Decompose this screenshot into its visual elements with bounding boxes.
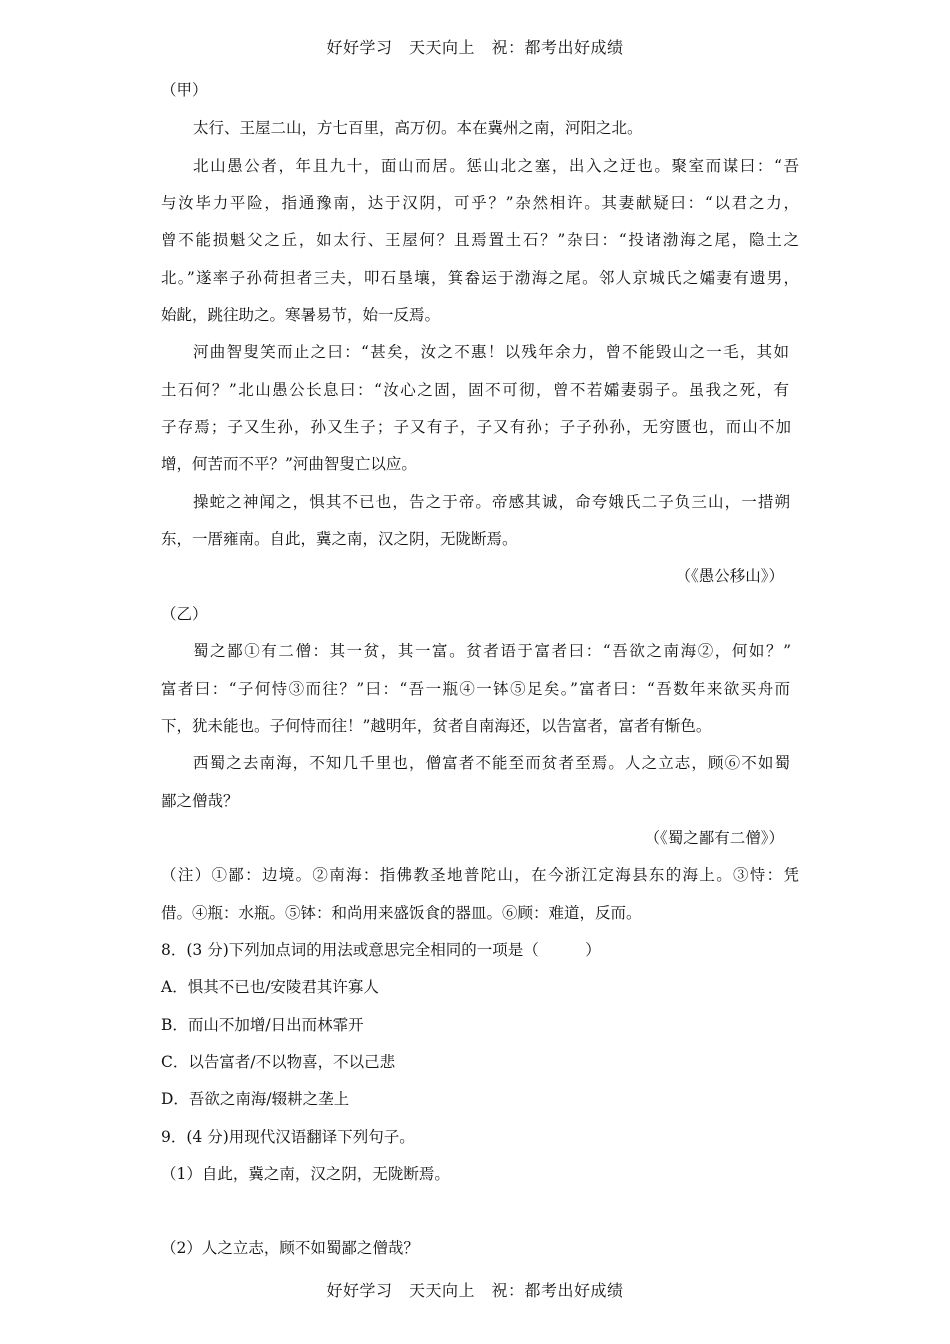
passage-a-line: 始龀，跳往助之。寒暑易节，始一反焉。 [161, 306, 441, 324]
question-8-stem: 8．(3 分)下列加点词的用法或意思完全相同的一项是（ ） [161, 941, 601, 959]
passage-a-line: 曾不能损魁父之丘，如太行、王屋何？且焉置土石？”杂曰：“投诸渤海之尾，隐土之 [161, 231, 799, 249]
question-8-option-b: B．而山不加增/日出而林霏开 [161, 1016, 364, 1034]
passage-a-source: （《愚公移山》） [675, 567, 784, 585]
passage-b-label: （乙） [161, 605, 208, 623]
question-9-item-2: （2）人之立志，顾不如蜀鄙之僧哉？ [161, 1239, 419, 1257]
passage-a-line: 北。”遂率子孙荷担者三夫，叩石垦壤，箕畚运于渤海之尾。邻人京城氏之孀妻有遗男， [161, 269, 799, 287]
page-header: 好好学习 天天向上 祝：都考出好成绩 [326, 38, 624, 57]
passage-b-line: 下，犹未能也。子何恃而往！”越明年，贫者自南海还，以告富者，富者有惭色。 [161, 717, 712, 735]
passage-b-line: 富者曰：“子何恃③而往？”曰：“吾一瓶④一钵⑤足矣。”富者曰：“吾数年来欲买舟而 [161, 680, 790, 698]
passage-a-label: （甲） [161, 81, 208, 99]
question-8-option-d: D．吾欲之南海/辍耕之垄上 [161, 1090, 350, 1108]
question-8-option-a: A．惧其不已也/安陵君其许寡人 [161, 978, 379, 996]
question-9-stem: 9．(4 分)用现代汉语翻译下列句子。 [161, 1128, 415, 1146]
question-9-item-1: （1）自此，冀之南，汉之阴，无陇断焉。 [161, 1165, 450, 1183]
passage-a-line: 与汝毕力平险，指通豫南，达于汉阴，可乎？”杂然相许。其妻献疑曰：“以君之力， [161, 194, 799, 212]
passage-a-line: 操蛇之神闻之，惧其不已也，告之于帝。帝感其诚，命夸娥氏二子负三山，一措朔 [193, 493, 790, 511]
passage-a-line: 土石何？”北山愚公长息曰：“汝心之固，固不可彻，曾不若孀妻弱子。虽我之死，有 [161, 381, 789, 399]
passage-b-line: 蜀之鄙①有二僧：其一贫，其一富。贫者语于富者曰：“吾欲之南海②，何如？” [193, 642, 791, 660]
page-footer: 好好学习 天天向上 祝：都考出好成绩 [326, 1281, 624, 1300]
passage-a-line: 东，一厝雍南。自此，冀之南，汉之阴，无陇断焉。 [161, 530, 518, 548]
passage-a-line: 河曲智叟笑而止之曰：“甚矣，汝之不惠！以残年余力，曾不能毁山之一毛，其如 [193, 343, 789, 361]
passage-a-line: 子存焉；子又生孙，孙又生子；子又有子，子又有孙；子子孙孙，无穷匮也，而山不加 [161, 418, 791, 436]
passage-a-line: 增，何苦而不平？”河曲智叟亡以应。 [161, 455, 417, 473]
passage-b-source: （《蜀之鄙有二僧》） [644, 829, 784, 847]
notes-line: 借。④瓶：水瓶。⑤钵：和尚用来盛饭食的器皿。⑥顾：难道，反而。 [161, 904, 642, 922]
passage-a-line: 北山愚公者，年且九十，面山而居。惩山北之塞，出入之迂也。聚室而谋曰：“吾 [193, 157, 799, 175]
passage-a-line: 太行、王屋二山，方七百里，高万仞。本在冀州之南，河阳之北。 [193, 119, 643, 137]
notes-line: （注）①鄙：边境。②南海：指佛教圣地普陀山，在今浙江定海县东的海上。③恃：凭 [161, 866, 799, 884]
passage-b-line: 西蜀之去南海，不知几千里也，僧富者不能至而贫者至焉。人之立志，顾⑥不如蜀 [193, 754, 790, 772]
passage-b-line: 鄙之僧哉？ [161, 792, 239, 810]
question-8-option-c: C．以告富者/不以物喜，不以己悲 [161, 1053, 396, 1071]
